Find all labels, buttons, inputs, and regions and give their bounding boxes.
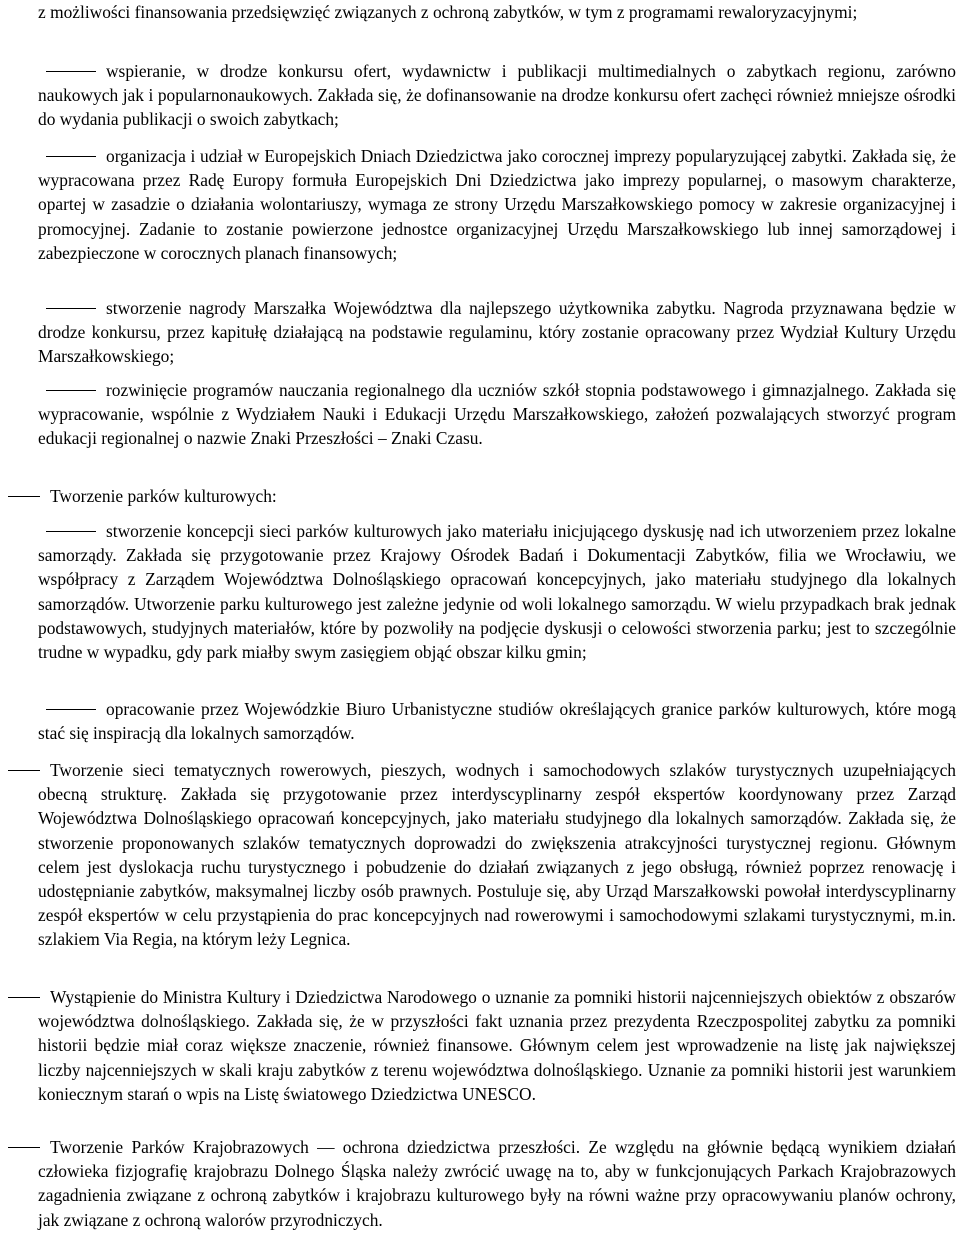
dash-bullet-icon	[8, 496, 40, 497]
paragraph-text: z możliwości finansowania przedsięwzięć związanych z ochroną zabytków, w tym z programami rewaloryzacyjnymi;	[38, 2, 858, 22]
dash-bullet-icon	[8, 1147, 40, 1148]
list-item-publications	[38, 59, 956, 132]
paragraph-text: stworzenie koncepcji sieci parków kulturowych jako materiału inicjującego dyskusję nad ich utworzeniem przez lokalne samorządy. Zakłada się przygotowanie przez Krajowy Ośrodek Badań i Dokumentacji Zabytków, filia we Wrocławiu, we współpracy z Zarządem Województwa Dolnośląskiego opracowań koncepcyjnych, jako materiału studyjnego dla lokalnych samorządów. Utworzenie parku kulturowego jest zależne jedynie od woli lokalnego samorządu. W wielu przypadkach brak jednak podstawowych, studyjnych materiałów, które by pozwoliły na podjęcie dyskusji o celowości stworzenia parku; jest to szczególnie trudne w wypadku, gdy park miałby swym zasięgiem objąć obszar kilku gmin;	[38, 521, 956, 663]
paragraph-text: wspieranie, w drodze konkursu ofert, wydawnictw i publikacji multimedialnych o zabytkach regionu, zarówno naukowych jak i popularnonaukowych. Zakłada się, że dofinansowanie na drodze konkursu ofert zachęci również mniejsze ośrodki do wydania publikacji o swoich zabytkach;	[38, 61, 956, 130]
dash-bullet-icon	[46, 308, 96, 309]
paragraph-text: organizacja i udział w Europejskich Dniach Dziedzictwa jako corocznej imprezy popularyzującej zabytki. Zakłada się, że wypracowana przez Radę Europy formuła Europejskich Dni Dziedzictwa jako imprezy popularnej, o masowym charakterze, opartej w zasadzie o działania wolontariuszy, wymaga ze strony Urzędu Marszałkowskiego pomocy w zakresie organizacyjnej i promocyjnej. Zadanie to zostanie powierzone jednostce organizacyjnej Urzędu Marszałkowskiego lub innej samorządowej i zabezpieczone w corocznych planach finansowych;	[38, 146, 956, 263]
dash-bullet-icon	[46, 156, 96, 157]
dash-bullet-icon	[46, 709, 96, 710]
paragraph-text: rozwinięcie programów nauczania regionalnego dla uczniów szkół stopnia podstawowego i gimnazjalnego. Zakłada się wypracowanie, wspólnie z Wydziałem Nauki i Edukacji Urzędu Marszałkowskiego, założeń pozwalających stworzyć program edukacji regionalnej o nazwie Znaki Przeszłości – Znaki Czasu.	[38, 380, 956, 449]
paragraph-text: Tworzenie sieci tematycznych rowerowych, pieszych, wodnych i samochodowych szlaków turystycznych uzupełniających obecną strukturę. Zakłada się przygotowanie przez interdyscyplinarny zespół ekspertów koordynowany przez Zarząd Województwa Dolnośląskiego opracowań koncepcyjnych, jako materiału studyjnego dla lokalnych samorządów. Zakłada się, że stworzenie proponowanych szlaków tematycznych doprowadzi do zwiększenia atrakcyjności turystycznej regionu. Głównym celem jest dyslokacja ruchu turystycznego i pobudzenie do działań związanych z jego obsługą, również poprzez renowację i udostępnianie zabytków, maksymalnej liczby osób prawnych. Postuluje się, aby Urząd Marszałkowski powołał interdyscyplinarny zespół ekspertów w celu przystąpienia do prac koncepcyjnych nad rowerowymi i samochodowymi szlakami turystycznymi, m.in. szlakiem Via Regia, na którym leży Legnica.	[38, 760, 956, 950]
paragraph-text: stworzenie nagrody Marszałka Województwa dla najlepszego użytkownika zabytku. Nagroda przyznawana będzie w drodze konkursu, przez kapitułę działającą na podstawie regulaminu, który zostanie opracowany przez Wydział Kultury Urzędu Marszałkowskiego;	[38, 298, 956, 367]
paragraph-text: opracowanie przez Wojewódzkie Biuro Urbanistyczne studiów określających granice parków kulturowych, które mogą stać się inspiracją dla lokalnych samorządów.	[38, 699, 956, 744]
dash-bullet-icon	[46, 390, 96, 391]
list-item-parks-concept	[38, 519, 956, 664]
paragraph-text: Tworzenie parków kulturowych:	[50, 486, 277, 506]
list-item-tourist-routes	[38, 758, 956, 952]
list-item-history-monuments	[38, 985, 956, 1106]
list-item-regional-education	[38, 378, 956, 451]
dash-bullet-icon	[8, 997, 40, 998]
dash-bullet-icon	[46, 531, 96, 532]
dash-bullet-icon	[8, 770, 40, 771]
list-item-marshal-award	[38, 296, 956, 369]
list-item-urban-studies	[38, 697, 956, 745]
paragraph-financing	[38, 0, 956, 24]
paragraph-text: Tworzenie Parków Krajobrazowych — ochrona dziedzictwa przeszłości. Ze względu na głównie będącą wynikiem działań człowieka fizjografię krajobrazu Dolnego Śląska należy zwrócić uwagę na to, aby w funkcjonujących Parkach Krajobrazowych zagadnienia związane z ochroną zabytków i krajobrazu kulturowego były na równi ważne przy opracowywaniu planów ochrony, jak związane z ochroną walorów przyrodniczych.	[38, 1137, 956, 1230]
dash-bullet-icon	[46, 71, 96, 72]
list-item-cultural-parks-heading	[38, 484, 956, 508]
list-item-landscape-parks	[38, 1135, 956, 1232]
paragraph-text: Wystąpienie do Ministra Kultury i Dziedzictwa Narodowego o uznanie za pomniki historii najcenniejszych obiektów z obszarów województwa dolnośląskiego. Zakłada się, że w przyszłości fakt uznania przez prezydenta Rzeczpospolitej zabytku za pomniki historii będzie miał coraz większe znaczenie, również finansowe. Głównym celem jest wprowadzenie na listę jak największej liczby najcenniejszych w skali kraju zabytków z terenu województwa dolnośląskiego. Uznanie za pomniki historii jest warunkiem koniecznym starań o wpis na Listę światowego Dziedzictwa UNESCO.	[38, 987, 956, 1104]
list-item-heritage-days	[38, 144, 956, 265]
